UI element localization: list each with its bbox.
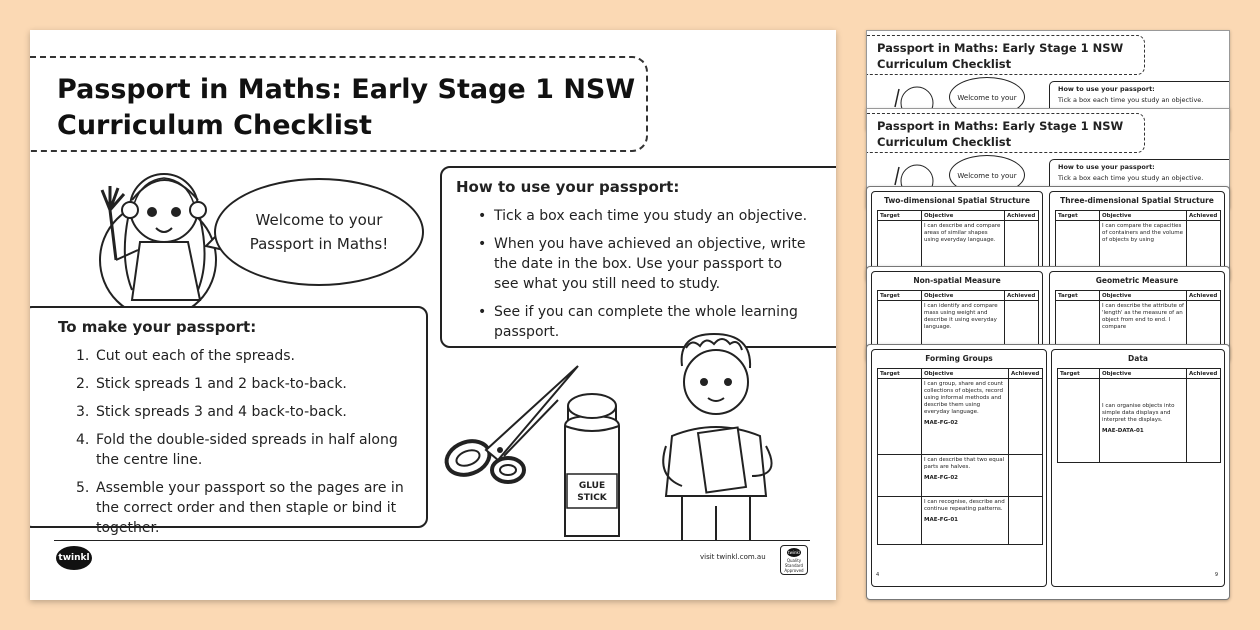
how-to-use-box [440,166,836,348]
bubble-line-2: Passport in Maths! [249,235,389,253]
footer-divider [54,540,810,541]
quality-badge [780,545,808,575]
panel-geometric: Geometric Measure Target Objective Achieved I can describe the attribute of 'length' as the measure of an object from end to end. I compare [1049,271,1225,362]
how-to-use-heading: How to use your passport: [456,178,680,196]
how-to-use-list [456,206,836,342]
title-line-1: Passport in Maths: Early Stage 1 NSW [57,74,636,105]
preview-how-box-2: How to use your passport: Tick a box each time you study an objective. [1049,159,1230,199]
welcome-speech-bubble [214,178,424,286]
glue-stick-icon [557,386,627,542]
how-item-1: • Tick a box each time you study an objective. [478,206,808,226]
preview-stack [866,30,1230,600]
badge-logo-icon: twinkl [788,549,800,555]
title-line-2: Curriculum Checklist [57,110,372,141]
preview-page-number-left: 4 [876,572,880,578]
make-item-3: 3. Stick spreads 3 and 4 back-to-back. [76,404,347,420]
glue-stick-label: GLUE STICK [577,481,607,503]
boy-cutting-paper-illustration [642,326,792,540]
how-item-3: • See if you can complete the whole learning passport. [478,302,808,342]
panel-forming-groups: Forming Groups Target Objective Achieved I can group, share and count collections of objects, record using informal methods and describe them using everyday language. MAE-FG-02 I can describe that two equal parts are halves. MAE-FG-02 I can recognise, describe and continue repeating patterns. MAE-FG-01 4 [871,349,1047,587]
to-make-list [58,346,426,538]
to-make-box [30,306,428,536]
make-item-1: 1. Cut out each of the spreads. [76,348,296,364]
title-box [30,56,648,152]
main-document-page [30,30,836,600]
preview-page-number-right: 9 [1214,572,1218,578]
panel-data: Data Target Objective Achieved I can organise objects into simple data displays and interpret the displays. MAE-DATA-01 9 [1051,349,1225,587]
page-title [57,72,646,144]
make-item-2: 2. Stick spreads 1 and 2 back-to-back. [76,376,347,392]
footer-url: visit twinkl.com.au [700,553,766,561]
preview-spread-3 [866,344,1230,600]
panel-non-spatial: Non-spatial Measure Target Objective Achieved I can identify and compare mass using weight and describe it using everyday language. [871,271,1043,362]
twinkl-logo: twinkl [56,546,92,570]
preview-how-box-1: How to use your passport: Tick a box each time you study an objective. [1049,81,1230,121]
bubble-line-1: Welcome to your [255,211,383,229]
preview-bubble-1: Welcome to your [949,77,1025,117]
preview-bubble-2: Welcome to your [949,155,1025,195]
preview-title-1: Passport in Maths: Early Stage 1 NSW Curriculum Checklist [867,35,1145,75]
panel-three-dimensional: Three-dimensional Spatial Structure Target Objective Achieved I can compare the capacities of containers and the volume of objects by using [1049,191,1225,282]
panel-two-dimensional: Two-dimensional Spatial Structure Target Objective Achieved I can describe and compare areas of similar shapes using everyday language. [871,191,1043,282]
make-item-4: 4. Fold the double-sided spreads in half along the centre line. [76,432,398,468]
how-item-2: • When you have achieved an objective, write the date in the box. Use your passport to see what you still need to study. [478,234,808,294]
badge-text: Quality Standard Approved [784,557,804,573]
to-make-heading: To make your passport: [58,318,257,336]
preview-title-2: Passport in Maths: Early Stage 1 NSW Curriculum Checklist [867,113,1145,153]
make-item-5: 5. Assemble your passport so the pages are in the correct order and then staple or bind it together. [76,480,404,536]
